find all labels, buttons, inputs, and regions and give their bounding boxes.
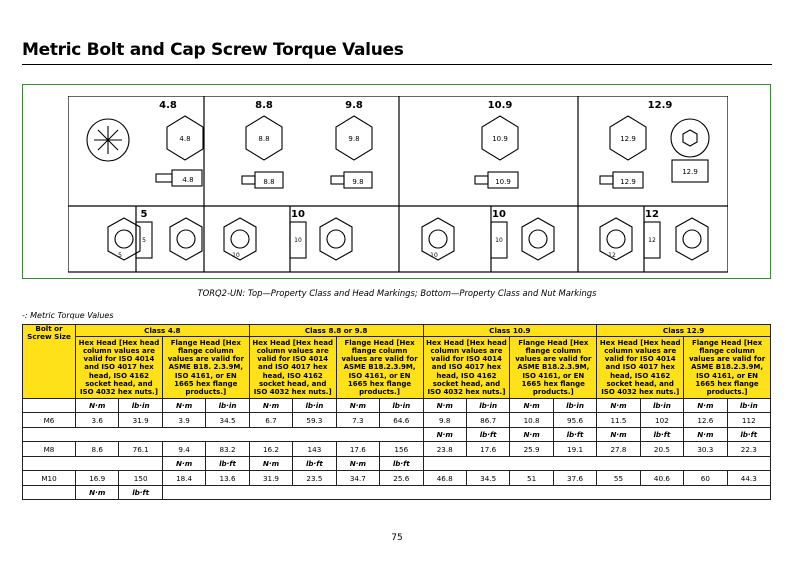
unit-cell: N·m	[336, 457, 379, 471]
unit-cell: N·m	[510, 428, 553, 442]
class-header: Class 4.8	[76, 325, 250, 337]
unit-cell: N·m	[162, 399, 205, 413]
table-caption: -: Metric Torque Values	[22, 311, 114, 320]
nut-5-hex	[170, 218, 202, 260]
head-mark: 4.8	[179, 135, 191, 143]
head-mark: 10.9	[495, 178, 511, 186]
head-mark: 12.9	[682, 168, 698, 176]
top-label-4-8: 4.8	[159, 100, 177, 111]
nut-mark: 5	[118, 252, 122, 259]
value-cell: 59.3	[293, 413, 336, 428]
nut-12-front	[600, 218, 632, 260]
hex-head-desc: Hex Head [Hex head column values are valid for ISO 4014 and ISO 4017 hex head, ISO 4162 socket head, and ISO 4032 hex nuts.]	[423, 337, 510, 399]
value-cell: 20.5	[640, 442, 683, 457]
class-header: Class 8.8 or 9.8	[249, 325, 423, 337]
value-cell: 10.8	[510, 413, 553, 428]
value-cell: 16.9	[76, 471, 119, 486]
value-cell: 44.3	[727, 471, 770, 486]
value-cell: 13.6	[206, 471, 249, 486]
unit-cell: lb·in	[466, 399, 509, 413]
unit-cell: N·m	[423, 399, 466, 413]
nut-mark: 5	[142, 237, 146, 244]
nut-mark: 10	[294, 237, 302, 244]
empty-cell	[23, 428, 424, 442]
empty-cell	[23, 457, 163, 471]
page-title: Metric Bolt and Cap Screw Torque Values	[22, 40, 404, 60]
empty-cell	[23, 486, 76, 500]
unit-cell: lb·ft	[119, 486, 162, 500]
unit-cell: N·m	[76, 486, 119, 500]
nut-mark: 12	[648, 237, 656, 244]
title-rule	[22, 64, 772, 65]
head-mark: 10.9	[492, 135, 508, 143]
value-cell: 83.2	[206, 442, 249, 457]
unit-cell: N·m	[249, 457, 292, 471]
head-mark: 12.9	[620, 178, 636, 186]
unit-cell: lb·ft	[206, 457, 249, 471]
nut-mark: 12	[608, 252, 616, 259]
bottom-label-12: 12	[645, 209, 659, 220]
value-cell: 17.6	[336, 442, 379, 457]
head-mark: 9.8	[348, 135, 360, 143]
nut-12-hex	[676, 218, 708, 260]
unit-cell: lb·ft	[466, 428, 509, 442]
top-label-9-8: 9.8	[345, 100, 363, 111]
hex-head-desc: Hex Head [Hex head column values are valid for ISO 4014 and ISO 4017 hex head, ISO 4162 socket head, and ISO 4032 hex nuts.]	[76, 337, 163, 399]
bolt-markings-figure	[68, 96, 728, 276]
value-cell: 34.5	[466, 471, 509, 486]
value-cell: 46.8	[423, 471, 466, 486]
value-cell: 25.9	[510, 442, 553, 457]
unit-cell: N·m	[76, 399, 119, 413]
unit-cell: lb·in	[293, 399, 336, 413]
unit-cell: lb·ft	[640, 428, 683, 442]
torque-table	[22, 324, 771, 500]
nut-10-front-b	[422, 218, 454, 260]
value-cell: 6.7	[249, 413, 292, 428]
unit-cell: N·m	[684, 399, 727, 413]
value-cell: 22.3	[727, 442, 770, 457]
value-cell: 86.7	[466, 413, 509, 428]
flange-head-desc: Flange Head [Hex flange column values are valid for ASME B18.2.3.9M, ISO 4161, or EN 1665 hex flange products.]	[336, 337, 423, 399]
unit-cell: N·m	[510, 399, 553, 413]
bottom-label-10: 10	[492, 209, 506, 220]
value-cell: 19.1	[553, 442, 596, 457]
hex-head-desc: Hex Head [Hex head column values are valid for ISO 4014 and ISO 4017 hex head, ISO 4162 socket head, and ISO 4032 hex nuts.]	[249, 337, 336, 399]
value-cell: 143	[293, 442, 336, 457]
value-cell: 31.9	[119, 413, 162, 428]
unit-cell: lb·ft	[553, 428, 596, 442]
value-cell: 17.6	[466, 442, 509, 457]
socket-head-12-9	[671, 119, 709, 157]
unit-cell: lb·in	[553, 399, 596, 413]
unit-cell: N·m	[597, 428, 640, 442]
empty-cell	[162, 486, 770, 500]
unit-cell: lb·ft	[380, 457, 423, 471]
value-cell: 23.8	[423, 442, 466, 457]
star-head-bolt	[87, 119, 129, 161]
value-cell: 34.7	[336, 471, 379, 486]
value-cell: 40.6	[640, 471, 683, 486]
value-cell: 27.8	[597, 442, 640, 457]
unit-cell: lb·in	[206, 399, 249, 413]
size-header: Bolt or Screw Size	[23, 325, 76, 399]
value-cell: 16.2	[249, 442, 292, 457]
size-cell: M8	[23, 442, 76, 457]
head-mark: 9.8	[352, 178, 364, 186]
value-cell: 8.6	[76, 442, 119, 457]
unit-cell: lb·in	[727, 399, 770, 413]
value-cell: 11.5	[597, 413, 640, 428]
bottom-label-5: 5	[140, 209, 148, 220]
value-cell: 34.5	[206, 413, 249, 428]
class-header: Class 10.9	[423, 325, 597, 337]
value-cell: 9.4	[162, 442, 205, 457]
value-cell: 12.6	[684, 413, 727, 428]
bottom-label-10: 10	[291, 209, 305, 220]
value-cell: 112	[727, 413, 770, 428]
value-cell: 37.6	[553, 471, 596, 486]
nut-10-front-a	[224, 218, 256, 260]
value-cell: 102	[640, 413, 683, 428]
value-cell: 156	[380, 442, 423, 457]
size-cell: M10	[23, 471, 76, 486]
unit-cell: N·m	[162, 457, 205, 471]
flange-head-desc: Flange Head [Hex flange column values are valid for ASME B18.2.3.9M, ISO 4161, or EN 1665 hex flange products.]	[510, 337, 597, 399]
class-header: Class 12.9	[597, 325, 771, 337]
top-label-12-9: 12.9	[647, 100, 673, 111]
nut-mark: 10	[232, 252, 240, 259]
nut-mark: 10	[495, 237, 503, 244]
nut-10-hex-a	[320, 218, 352, 260]
unit-cell: N·m	[249, 399, 292, 413]
value-cell: 9.8	[423, 413, 466, 428]
nut-mark: 10	[430, 252, 438, 259]
value-cell: 3.9	[162, 413, 205, 428]
size-cell: M6	[23, 413, 76, 428]
head-mark: 8.8	[258, 135, 270, 143]
nut-10-hex-b	[522, 218, 554, 260]
unit-cell: lb·in	[119, 399, 162, 413]
value-cell: 76.1	[119, 442, 162, 457]
empty-cell	[23, 399, 76, 413]
head-mark: 8.8	[263, 178, 275, 186]
nut-5-front	[108, 218, 140, 260]
page-number: 75	[391, 533, 403, 543]
unit-cell: N·m	[423, 428, 466, 442]
value-cell: 3.6	[76, 413, 119, 428]
value-cell: 51	[510, 471, 553, 486]
value-cell: 25.6	[380, 471, 423, 486]
top-label-10-9: 10.9	[487, 100, 513, 111]
hex-head-desc: Hex Head [Hex head column values are valid for ISO 4014 and ISO 4017 hex head, ISO 4162 socket head, and ISO 4032 hex nuts.]	[597, 337, 684, 399]
value-cell: 23.5	[293, 471, 336, 486]
unit-cell: N·m	[684, 428, 727, 442]
value-cell: 60	[684, 471, 727, 486]
value-cell: 31.9	[249, 471, 292, 486]
value-cell: 7.3	[336, 413, 379, 428]
figure-caption: TORQ2-UN: Top—Property Class and Head Markings; Bottom—Property Class and Nut Markings	[197, 288, 597, 298]
unit-cell: lb·in	[640, 399, 683, 413]
value-cell: 95.6	[553, 413, 596, 428]
value-cell: 30.3	[684, 442, 727, 457]
value-cell: 18.4	[162, 471, 205, 486]
flange-head-desc: Flange Head [Hex flange column values are valid for ASME B18.2.3.9M, ISO 4161, or EN 1665 hex flange products.]	[684, 337, 771, 399]
value-cell: 55	[597, 471, 640, 486]
unit-cell: N·m	[336, 399, 379, 413]
empty-cell	[423, 457, 771, 471]
value-cell: 64.6	[380, 413, 423, 428]
head-mark: 4.8	[182, 176, 194, 184]
value-cell: 150	[119, 471, 162, 486]
head-mark: 12.9	[620, 135, 636, 143]
unit-cell: N·m	[597, 399, 640, 413]
unit-cell: lb·ft	[293, 457, 336, 471]
top-label-8-8: 8.8	[255, 100, 273, 111]
flange-head-desc: Flange Head [Hex flange column values are valid for ASME B18. 2.3.9M, ISO 4161, or EN 1665 hex flange products.]	[162, 337, 249, 399]
unit-cell: lb·in	[380, 399, 423, 413]
unit-cell: lb·ft	[727, 428, 770, 442]
